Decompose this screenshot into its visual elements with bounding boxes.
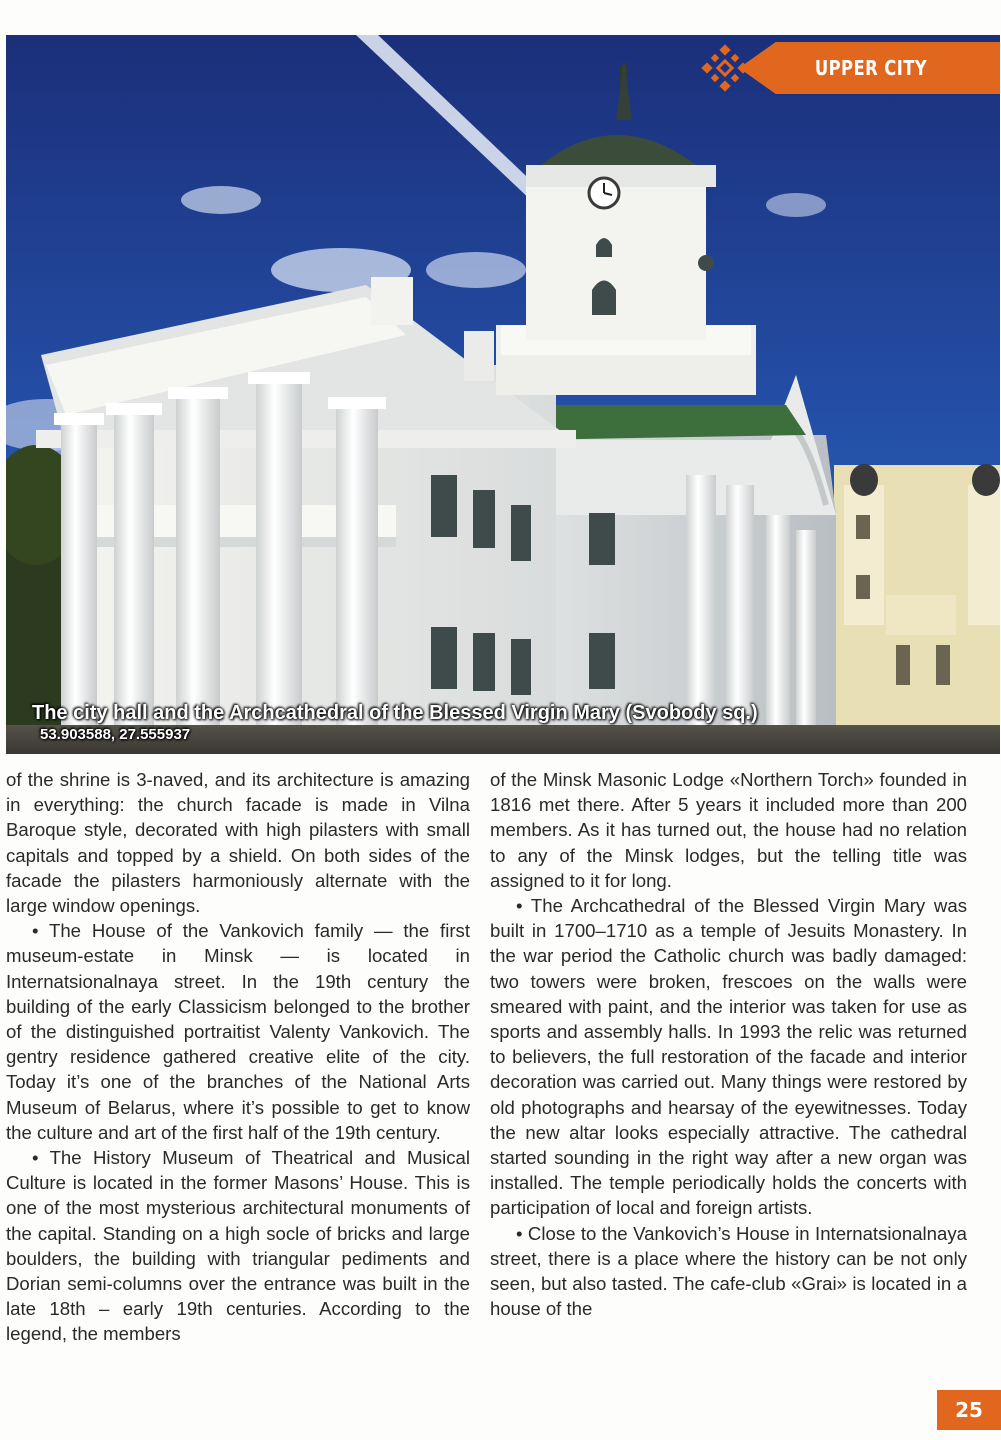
section-banner — [695, 42, 1000, 94]
city-hall-photo — [6, 35, 1000, 754]
page-number: 25 — [937, 1390, 1001, 1430]
paragraph: • Close to the Vankovich’s House in Internatsionalnaya street, there is a place where the history can be not only seen, but also tasted. The cafe-club «Grai» is located in a house of the — [490, 1222, 967, 1320]
caption-title: The city hall and the Archcathedral of the Blessed Virgin Mary (Svobody sq.) — [32, 702, 758, 724]
paragraph: • The Archcathedral of the Blessed Virgin Mary was built in 1700–1710 as a temple of Jesuits Monastery. In the war period the Catholic church was badly damaged: two towers were broken, frescoes on the walls were smeared with paint, and the interior was taken for use as sports and assembly halls. In 1993 the relic was returned to believers, the full restoration of the facade and interior decoration was carried out. Many things were restored by old photographs and hearsay of the eyewitnesses. Today the new altar looks especially attractive. The cathedral started sounding in the right way after a new organ was installed. The temple periodically holds the concerts with participation of local and foreign artists. — [490, 895, 967, 1219]
section-label: UPPER CITY — [814, 56, 928, 80]
paragraph: • The History Museum of Theatrical and Musical Culture is located in the former Masons’ House. This is one of the most mysterious architectural monuments of the capital. Standing on a high socle of bricks and large boulders, the building with triangular pediments and Dorian semi-columns over the entrance was built in the late 18th – early 19th centuries. According to the legend, the members — [6, 1147, 470, 1345]
paragraph: • The House of the Vankovich family — the first museum-estate in Minsk — is located in Internatsionalnaya street. In the 19th century the building of the early Classicism belonged to the brother of the distinguished portraitist Valenty Vankovich. The gentry residence gathered creative elite of the city. Today it’s one of the branches of the National Arts Museum of Belarus, where it’s possible to get to know the culture and art of the first half of the 19th century. — [6, 920, 470, 1143]
photo-caption — [32, 701, 758, 745]
paragraph: of the Minsk Masonic Lodge «Northern Torch» founded in 1816 met there. After 5 years it included more than 200 members. As it has turned out, the house had no relation to any of the Minsk lodges, but the telling title was assigned to it for long. — [490, 769, 967, 891]
paragraph: of the shrine is 3-naved, and its architecture is amazing in everything: the church facade is made in Vilna Baroque style, decorated with high pilasters with small capitals and topped by a shield. On both sides of the facade the pilasters harmoniously alternate with the large window openings. — [6, 769, 470, 917]
caption-coordinates: 53.903588, 27.555937 — [40, 726, 191, 743]
photo-illustration — [6, 35, 1000, 754]
right-column — [490, 767, 967, 1321]
left-column — [6, 767, 470, 1347]
